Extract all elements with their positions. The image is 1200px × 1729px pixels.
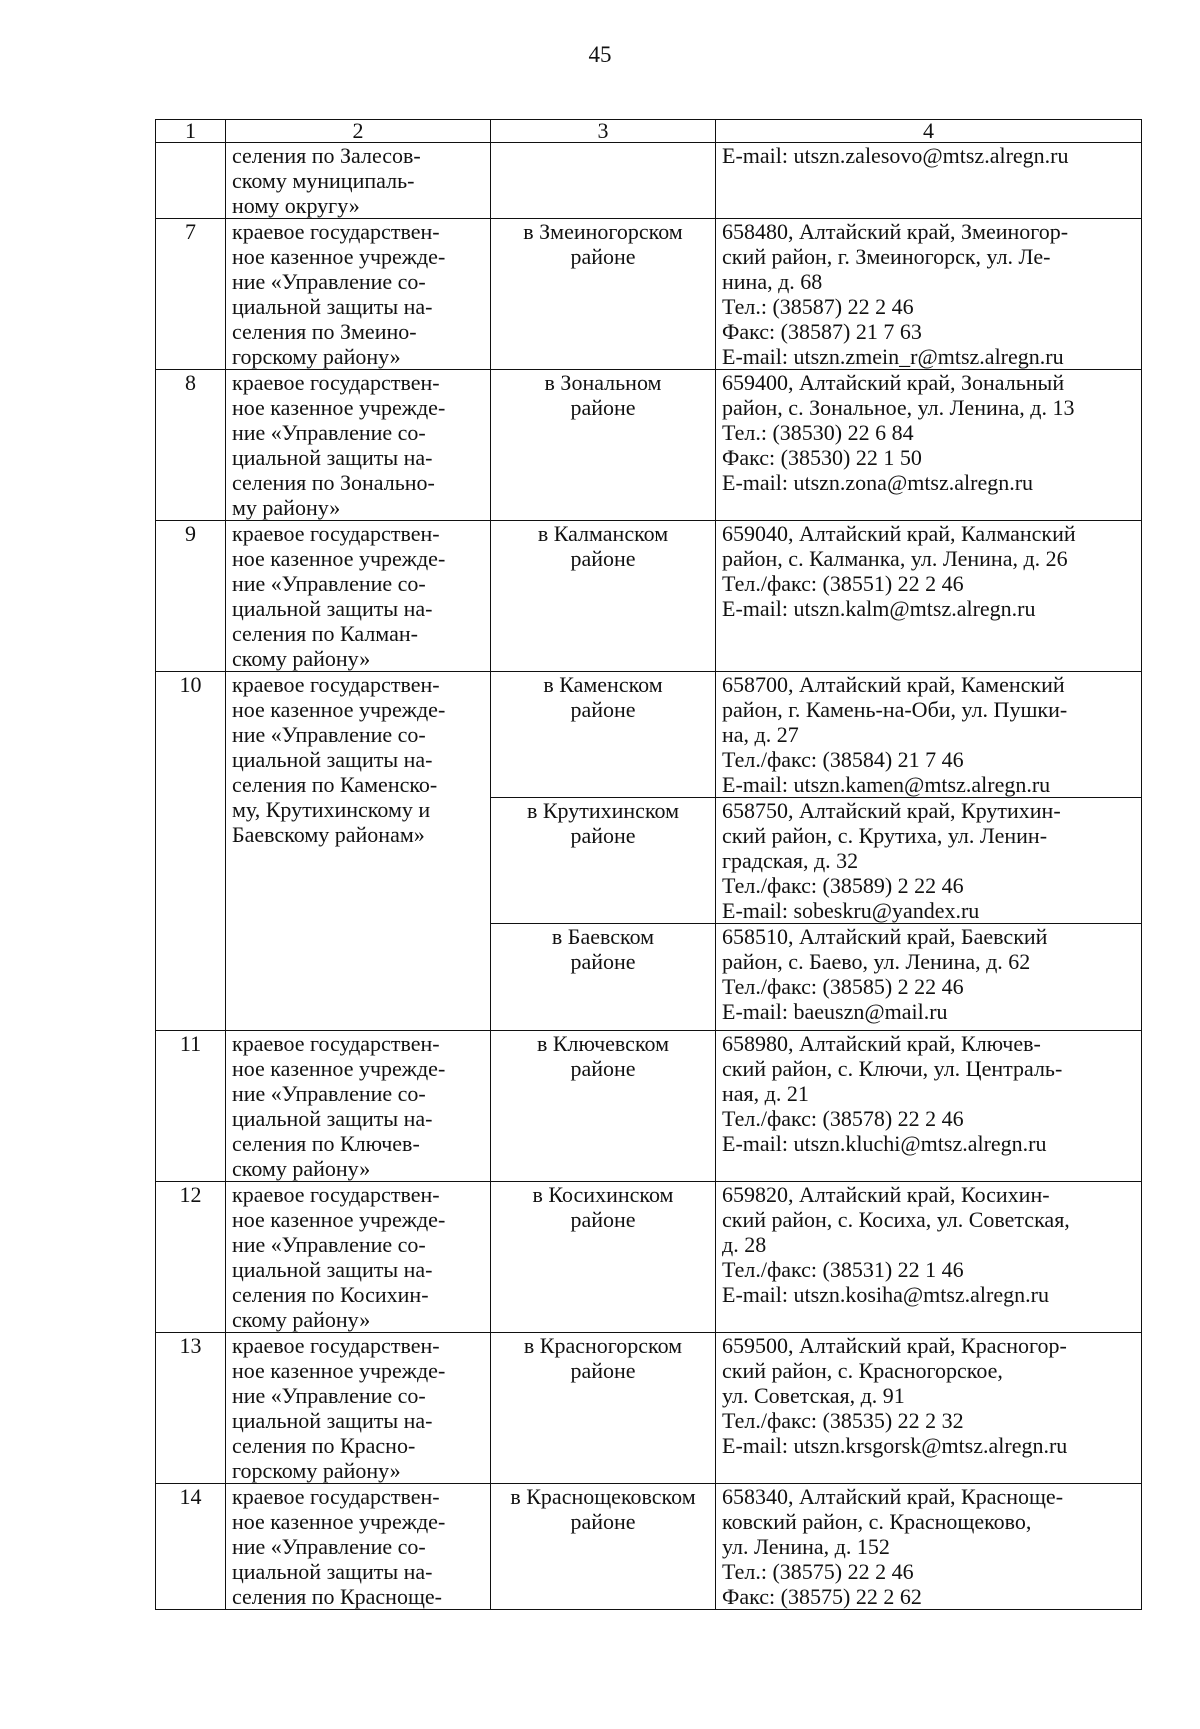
offices-table	[155, 119, 1142, 1610]
text-line: ное казенное учрежде-	[232, 1358, 446, 1383]
text-line: нина, д. 68	[722, 269, 823, 294]
text-line: 658340, Алтайский край, Краснoще-	[722, 1484, 1064, 1509]
organization-cell	[226, 521, 491, 672]
text-line: горскому району»	[232, 1458, 401, 1483]
text-line: район, с. Калманка, ул. Ленина, д. 26	[722, 546, 1068, 571]
text-line: в Баевском	[551, 924, 655, 949]
row-number-cell: 13	[156, 1333, 226, 1484]
row-number-cell: 12	[156, 1182, 226, 1333]
text-line: ное казенное учрежде-	[232, 697, 446, 722]
text-line: Факс: (38530) 22 1 50	[722, 445, 922, 470]
text-line: селения по Залесов-	[232, 143, 421, 168]
text-line: район, с. Баево, ул. Ленина, д. 62	[722, 949, 1031, 974]
text-line: селения по Ключев-	[232, 1131, 420, 1156]
text-line: ский район, с. Красногорское,	[722, 1358, 1003, 1383]
text-line: ное казенное учрежде-	[232, 546, 446, 571]
text-line: в Краснощековском	[510, 1484, 696, 1509]
text-line: ский район, с. Крутиха, ул. Ленин-	[722, 823, 1048, 848]
text-line: краевое государствен-	[232, 1484, 440, 1509]
text-line: ное казенное учрежде-	[232, 1056, 446, 1081]
contacts-cell	[716, 370, 1142, 521]
table-row	[156, 1182, 1142, 1333]
table-row	[156, 370, 1142, 521]
text-line: горскому району»	[232, 344, 401, 369]
text-line: E-mail: baeuszn@mail.ru	[722, 999, 948, 1024]
text-line: в Красногорском	[523, 1333, 683, 1358]
text-line: циальной защиты на-	[232, 1257, 433, 1282]
text-line: Тел.: (38575) 22 2 46	[722, 1559, 914, 1584]
table-row	[156, 1484, 1142, 1610]
text-line: селения по Каменско-	[232, 772, 438, 797]
contacts-cell	[716, 1031, 1142, 1182]
contacts-cell	[716, 219, 1142, 370]
text-line: Тел.: (38587) 22 2 46	[722, 294, 914, 319]
text-line: E-mail: utszn.zalesovo@mtsz.alregn.ru	[722, 143, 1069, 168]
text-line: 659400, Алтайский край, Зональный	[722, 370, 1065, 395]
text-line: селения по Зонально-	[232, 470, 435, 495]
text-line: 658480, Алтайский край, Змеиногор-	[722, 219, 1069, 244]
text-line: E-mail: sobeskru@yandex.ru	[722, 898, 980, 923]
text-line: краевое государствен-	[232, 1333, 440, 1358]
text-line: ние «Управление со-	[232, 1081, 426, 1106]
text-line: ул. Ленина, д. 152	[722, 1534, 890, 1559]
table-row	[156, 143, 1142, 219]
text-line: ное казенное учрежде-	[232, 244, 446, 269]
text-line: селения по Красно-	[232, 1433, 416, 1458]
text-line: районе	[570, 244, 636, 269]
organization-cell	[226, 1031, 491, 1182]
text-line: Тел./факс: (38535) 22 2 32	[722, 1408, 964, 1433]
text-line: 658510, Алтайский край, Баевский	[722, 924, 1048, 949]
text-line: скому району»	[232, 1307, 371, 1332]
text-line: ная, д. 21	[722, 1081, 809, 1106]
row-number-cell: 14	[156, 1484, 226, 1610]
offices-table-body	[156, 120, 1142, 1610]
row-number-cell	[156, 143, 226, 219]
text-line: краевое государствен-	[232, 672, 440, 697]
text-line: в Косихинском	[532, 1182, 674, 1207]
text-line: Тел./факс: (38578) 22 2 46	[722, 1106, 964, 1131]
text-line: селения по Калман-	[232, 621, 418, 646]
text-line: ное казенное учрежде-	[232, 395, 446, 420]
row-number-cell: 7	[156, 219, 226, 370]
text-line: ние «Управление со-	[232, 1383, 426, 1408]
organization-cell	[226, 672, 491, 1031]
row-number-cell: 11	[156, 1031, 226, 1182]
column-number-4: 4	[716, 120, 1142, 143]
text-line: E-mail: utszn.zmein_r@mtsz.alregn.ru	[722, 344, 1064, 369]
column-number-1: 1	[156, 120, 226, 143]
table-row	[156, 672, 1142, 798]
text-line: Тел./факс: (38551) 22 2 46	[722, 571, 964, 596]
organization-cell	[226, 1484, 491, 1610]
text-line: районе	[570, 697, 636, 722]
text-line: ние «Управление со-	[232, 1232, 426, 1257]
text-line: район, г. Камень-на-Оби, ул. Пушки-	[722, 697, 1068, 722]
text-line: циальной защиты на-	[232, 1559, 433, 1584]
text-line: ние «Управление со-	[232, 269, 426, 294]
text-line: E-mail: utszn.kosiha@mtsz.alregn.ru	[722, 1282, 1049, 1307]
text-line: ное казенное учрежде-	[232, 1509, 446, 1534]
contacts-cell	[716, 143, 1142, 219]
text-line: Тел./факс: (38531) 22 1 46	[722, 1257, 964, 1282]
table-row	[156, 1333, 1142, 1484]
text-line: E-mail: utszn.zona@mtsz.alregn.ru	[722, 470, 1034, 495]
organization-cell	[226, 1182, 491, 1333]
text-line: районе	[570, 546, 636, 571]
text-line: Факс: (38575) 22 2 62	[722, 1584, 922, 1609]
contacts-cell	[716, 1333, 1142, 1484]
text-line: Тел./факс: (38585) 2 22 46	[722, 974, 964, 999]
text-line: Баевскому районам»	[232, 822, 425, 847]
column-number-2: 2	[226, 120, 491, 143]
district-cell	[491, 924, 716, 1031]
row-number-cell: 8	[156, 370, 226, 521]
text-line: районе	[570, 1358, 636, 1383]
district-cell	[491, 1484, 716, 1610]
text-line: районе	[570, 1207, 636, 1232]
text-line: район, с. Зональное, ул. Ленина, д. 13	[722, 395, 1075, 420]
text-line: д. 28	[722, 1232, 767, 1257]
row-number-cell: 9	[156, 521, 226, 672]
column-number-row	[156, 120, 1142, 143]
district-cell	[491, 798, 716, 924]
text-line: Факс: (38587) 21 7 63	[722, 319, 922, 344]
contacts-cell	[716, 1484, 1142, 1610]
district-cell	[491, 143, 716, 219]
contacts-cell	[716, 798, 1142, 924]
organization-cell	[226, 370, 491, 521]
text-line: му району»	[232, 495, 341, 520]
text-line: ский район, г. Змеиногорск, ул. Ле-	[722, 244, 1051, 269]
text-line: в Змеиногорском	[523, 219, 683, 244]
text-line: скому району»	[232, 1156, 371, 1181]
text-line: ние «Управление со-	[232, 571, 426, 596]
text-line: циальной защиты на-	[232, 1106, 433, 1131]
text-line: краевое государствен-	[232, 219, 440, 244]
organization-cell	[226, 143, 491, 219]
text-line: селения по Змеино-	[232, 319, 417, 344]
district-cell	[491, 1333, 716, 1484]
district-cell	[491, 370, 716, 521]
text-line: ние «Управление со-	[232, 420, 426, 445]
page-number: 45	[588, 42, 612, 67]
contacts-cell	[716, 1182, 1142, 1333]
text-line: ное казенное учрежде-	[232, 1207, 446, 1232]
text-line: районе	[570, 1056, 636, 1081]
text-line: ковский район, с. Краснощеково,	[722, 1509, 1032, 1534]
row-number-cell: 10	[156, 672, 226, 1031]
text-line: 659820, Алтайский край, Косихин-	[722, 1182, 1050, 1207]
text-line: циальной защиты на-	[232, 294, 433, 319]
text-line: ул. Советская, д. 91	[722, 1383, 905, 1408]
column-number-3: 3	[491, 120, 716, 143]
organization-cell	[226, 219, 491, 370]
text-line: градская, д. 32	[722, 848, 859, 873]
contacts-cell	[716, 924, 1142, 1031]
text-line: 658750, Алтайский край, Крутихин-	[722, 798, 1061, 823]
text-line: селения по Косихин-	[232, 1282, 429, 1307]
text-line: в Зональном	[544, 370, 662, 395]
text-line: районе	[570, 949, 636, 974]
text-line: циальной защиты на-	[232, 1408, 433, 1433]
text-line: краевое государствен-	[232, 1182, 440, 1207]
text-line: в Крутихинском	[526, 798, 680, 823]
text-line: E-mail: utszn.kalm@mtsz.alregn.ru	[722, 596, 1036, 621]
text-line: E-mail: utszn.kluchi@mtsz.alregn.ru	[722, 1131, 1047, 1156]
district-cell	[491, 521, 716, 672]
text-line: 658700, Алтайский край, Каменский	[722, 672, 1065, 697]
district-cell	[491, 1031, 716, 1182]
text-line: краевое государствен-	[232, 1031, 440, 1056]
text-line: ский район, с. Косиха, ул. Советская,	[722, 1207, 1070, 1232]
text-line: циальной защиты на-	[232, 445, 433, 470]
organization-cell	[226, 1333, 491, 1484]
text-line: Тел./факс: (38584) 21 7 46	[722, 747, 964, 772]
text-line: E-mail: utszn.kamen@mtsz.alregn.ru	[722, 772, 1051, 797]
text-line: Тел./факс: (38589) 2 22 46	[722, 873, 964, 898]
text-line: му, Крутихинскому и	[232, 797, 431, 822]
text-line: циальной защиты на-	[232, 596, 433, 621]
text-line: районе	[570, 1509, 636, 1534]
text-line: ному округу»	[232, 193, 360, 218]
text-line: скому району»	[232, 646, 371, 671]
text-line: скому муниципаль-	[232, 168, 415, 193]
text-line: Тел.: (38530) 22 6 84	[722, 420, 914, 445]
text-line: селения по Краснощe-	[232, 1584, 442, 1609]
text-line: ние «Управление со-	[232, 722, 426, 747]
text-line: районе	[570, 395, 636, 420]
district-cell	[491, 1182, 716, 1333]
text-line: ние «Управление со-	[232, 1534, 426, 1559]
contacts-cell	[716, 672, 1142, 798]
text-line: районе	[570, 823, 636, 848]
text-line: краевое государствен-	[232, 370, 440, 395]
text-line: в Калманском	[537, 521, 669, 546]
text-line: ский район, с. Ключи, ул. Централь-	[722, 1056, 1063, 1081]
district-cell	[491, 219, 716, 370]
text-line: 659040, Алтайский край, Калманский	[722, 521, 1076, 546]
text-line: циальной защиты на-	[232, 747, 433, 772]
text-line: в Каменском	[543, 672, 663, 697]
text-line: 659500, Алтайский край, Красногор-	[722, 1333, 1067, 1358]
district-cell	[491, 672, 716, 798]
text-line: в Ключевском	[536, 1031, 670, 1056]
text-line: на, д. 27	[722, 722, 799, 747]
table-row	[156, 1031, 1142, 1182]
text-line: E-mail: utszn.krsgorsk@mtsz.alregn.ru	[722, 1433, 1068, 1458]
contacts-cell	[716, 521, 1142, 672]
table-row	[156, 219, 1142, 370]
text-line: краевое государствен-	[232, 521, 440, 546]
text-line: 658980, Алтайский край, Ключев-	[722, 1031, 1041, 1056]
table-row	[156, 521, 1142, 672]
